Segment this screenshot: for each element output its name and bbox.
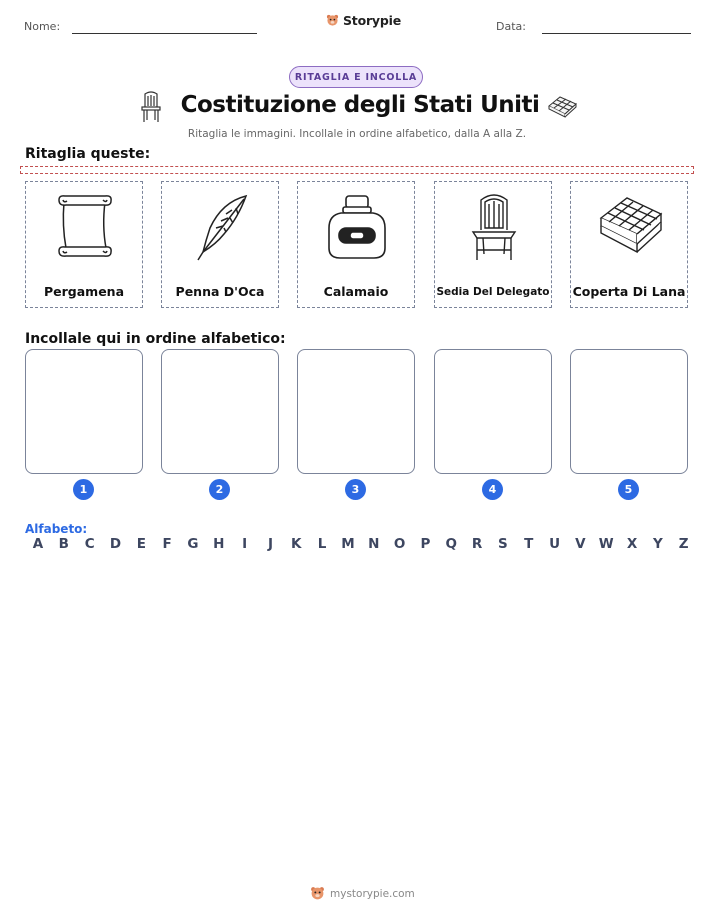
paste-box-4[interactable] [434, 349, 552, 474]
page-title: Costituzione degli Stati Uniti [180, 92, 540, 118]
number-badge: 2 [209, 479, 230, 500]
alphabet-title: Alfabeto: [25, 522, 88, 536]
alphabet-letter: C [84, 536, 95, 552]
alphabet-letter: D [109, 536, 122, 552]
alphabet-letter: I [242, 536, 248, 552]
cut-card-blanket[interactable] [570, 181, 688, 308]
alphabet-letter: N [368, 536, 380, 552]
paste-section-title: Incollale qui in ordine alfabetico: [25, 331, 286, 347]
alphabet-letter: A [32, 536, 44, 552]
alphabet-letter: O [393, 536, 406, 552]
alphabet-letter: J [267, 536, 273, 552]
inkwell-icon [322, 188, 392, 266]
cut-card-inkwell[interactable] [297, 181, 415, 308]
activity-badge: RITAGLIA E INCOLLA [289, 66, 423, 88]
paste-box-1[interactable] [25, 349, 143, 474]
quill-icon [186, 188, 256, 266]
alphabet-letter: V [575, 536, 586, 552]
number-badge: 4 [482, 479, 503, 500]
instructions: Ritaglia le immagini. Incollale in ordine alfabetico, dalla A alla Z. [187, 128, 527, 140]
cut-card-chair[interactable] [434, 181, 552, 308]
cut-line [20, 166, 694, 174]
alphabet-letter: Y [652, 536, 663, 552]
footer-link[interactable]: mystorypie.com [330, 887, 415, 900]
name-label: Nome: [24, 20, 61, 33]
logo-text: Storypie [343, 13, 401, 28]
alphabet-letter: F [162, 536, 172, 552]
alphabet-letter: G [187, 536, 199, 552]
alphabet-letter: P [420, 536, 431, 552]
card-label: Pergamena [43, 284, 125, 299]
number-badge: 3 [345, 479, 366, 500]
alphabet-letter: M [341, 536, 355, 552]
number-badge: 5 [618, 479, 639, 500]
alphabet-letter: Q [445, 536, 457, 552]
blanket-icon [546, 94, 578, 120]
storypie-logo [326, 13, 401, 28]
card-label: Calamaio [323, 284, 389, 299]
alphabet-letter: E [136, 536, 146, 552]
bear-icon [326, 14, 339, 27]
card-label: Penna D'Oca [175, 284, 265, 299]
alphabet-letter: W [598, 536, 614, 552]
alphabet-letter: K [291, 536, 302, 552]
alphabet-letter: S [498, 536, 508, 552]
date-label: Data: [496, 20, 526, 33]
name-line[interactable] [72, 33, 257, 34]
chair-icon [138, 90, 164, 124]
alphabet-letter: H [213, 536, 225, 552]
alphabet-letter: Z [678, 536, 689, 552]
alphabet-letter: T [524, 536, 534, 552]
cut-section-title: Ritaglia queste: [25, 146, 151, 162]
chair-icon [459, 188, 529, 266]
cut-card-quill[interactable] [161, 181, 279, 308]
alphabet-letter: X [626, 536, 638, 552]
paste-box-2[interactable] [161, 349, 279, 474]
card-label: Coperta Di Lana [572, 284, 686, 299]
alphabet-letter: U [549, 536, 561, 552]
paste-box-5[interactable] [570, 349, 688, 474]
footer [310, 886, 415, 901]
alphabet-row [28, 536, 694, 552]
blanket-icon [595, 188, 665, 266]
alphabet-letter: R [471, 536, 483, 552]
date-line[interactable] [542, 33, 691, 34]
paste-box-3[interactable] [297, 349, 415, 474]
cut-card-scroll[interactable] [25, 181, 143, 308]
number-badge: 1 [73, 479, 94, 500]
alphabet-letter: L [317, 536, 327, 552]
scroll-icon [50, 188, 120, 266]
alphabet-letter: B [58, 536, 69, 552]
card-label: Sedia Del Delegato [436, 286, 550, 298]
bear-icon [310, 886, 325, 901]
